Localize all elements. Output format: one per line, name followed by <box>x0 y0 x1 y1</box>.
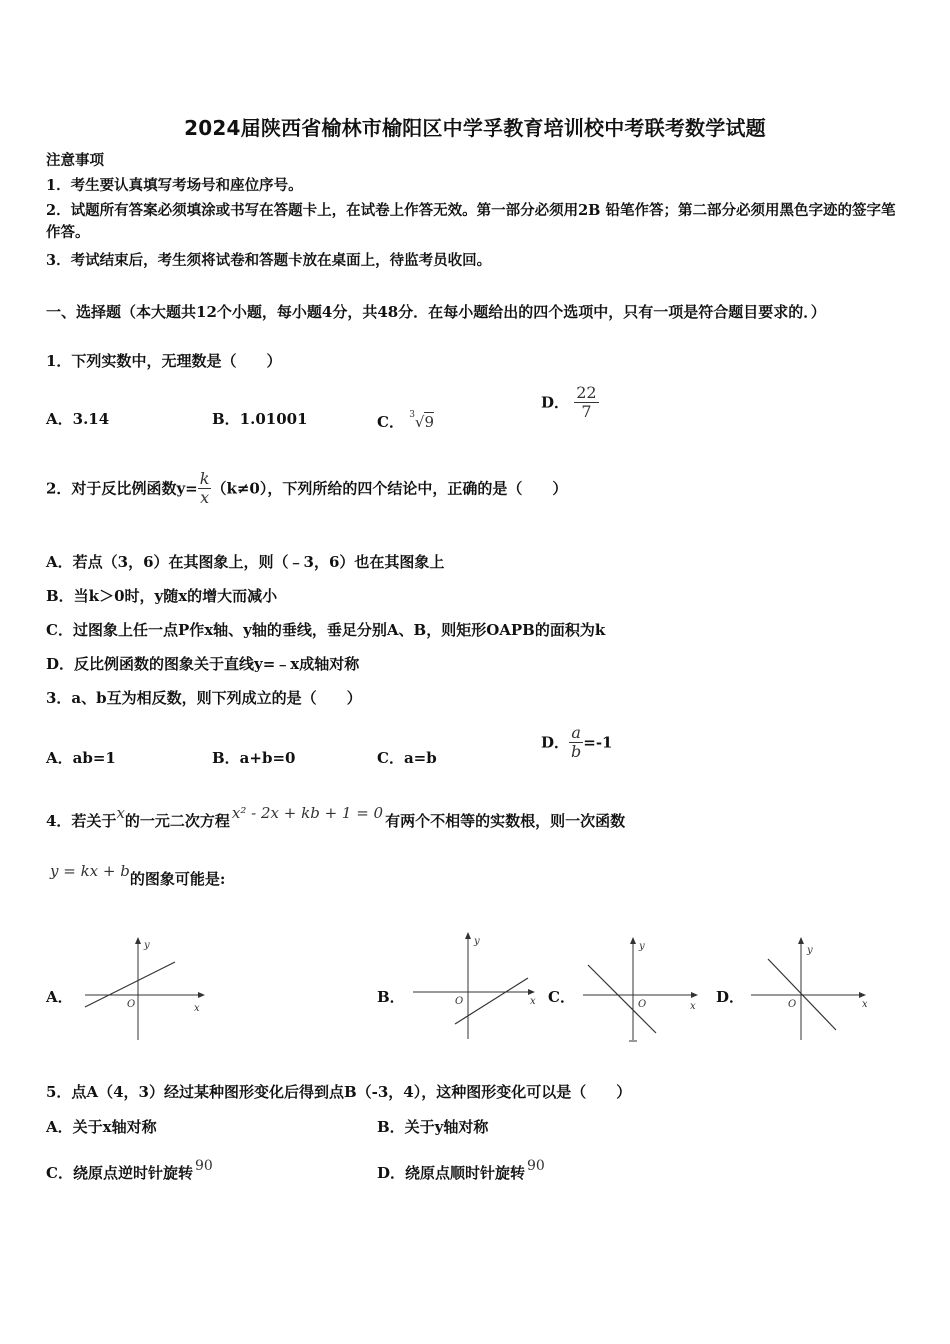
q4-option-d-label: D． <box>716 988 745 1006</box>
y-label: y <box>807 945 813 956</box>
q3-option-b: B．a+b=0 <box>212 749 296 767</box>
q4-stem-pre: 4．若关于 <box>46 812 117 830</box>
q3-option-d-label: D． <box>541 733 570 752</box>
q5-stem: 5．点A（4，3）经过某种图形变化后得到点B（-3，4），这种图形变化可以是（ ） <box>46 1083 632 1101</box>
radicand: 9 <box>424 413 435 431</box>
y-axis-arrow <box>798 937 804 944</box>
q4-graph-b <box>410 932 545 1042</box>
q4-graph-a <box>80 935 210 1045</box>
q5-option-c <box>46 1158 213 1185</box>
q4-func-post: 的图象可能是: <box>129 870 226 888</box>
x-axis-arrow <box>859 992 866 998</box>
q2-stem-post: （k≠0），下列所给的四个结论中，正确的是（ ） <box>211 479 568 498</box>
q5-option-d <box>377 1158 545 1185</box>
q4-equation: x² - 2x + kb + 1 = 0 <box>231 804 384 822</box>
x-axis-arrow <box>198 992 205 998</box>
q5-option-a: A．关于x轴对称 <box>46 1118 157 1136</box>
function-line <box>455 978 528 1024</box>
q4-function: y = kx + b <box>50 862 130 880</box>
denominator: x <box>200 488 210 507</box>
q4-var: x <box>116 804 125 822</box>
q4-func-line <box>46 862 226 890</box>
q1-option-a: A．3.14 <box>46 410 110 428</box>
q5-option-d-text: D．绕原点顺时针旋转 <box>377 1164 526 1182</box>
origin-label: O <box>638 999 647 1010</box>
q3-option-d <box>541 724 613 761</box>
q4-graph-d <box>748 935 873 1047</box>
q3-option-a: A．ab=1 <box>46 749 116 767</box>
q3-option-c: C．a=b <box>377 749 437 767</box>
q3-fraction <box>569 724 583 761</box>
page-title: 2024届陕西省榆林市榆阳区中学孚教育培训校中考联考数学试题 <box>184 116 766 140</box>
q4-graph-c <box>578 935 703 1047</box>
q1-option-c-label: C． <box>377 413 404 431</box>
numerator: k <box>199 469 210 488</box>
q2-stem <box>46 470 567 507</box>
x-axis-arrow <box>691 992 698 998</box>
q2-option-b: B．当k＞0时，y随x的增大而减小 <box>46 587 278 605</box>
x-label: x <box>194 1003 200 1014</box>
q4-option-c-label: C． <box>548 988 575 1006</box>
q5-option-c-degree: 90 <box>194 1158 213 1174</box>
q1-option-d <box>541 384 599 421</box>
notice-item-2: 2．试题所有答案必须填涂或书写在答题卡上，在试卷上作答无效。第一部分必须用2B 铅笔作答；第二部分必须用黑色字迹的签字笔作答。 <box>46 202 896 241</box>
q2-option-d: D．反比例函数的图象关于直线y=﹣x成轴对称 <box>46 655 360 673</box>
q2-fraction <box>198 470 212 507</box>
notice-item-1: 1．考生要认真填写考场号和座位序号。 <box>46 177 303 194</box>
root-index: 3 <box>409 410 415 420</box>
q1-option-d-label: D． <box>541 393 570 412</box>
q4-option-a-label: A． <box>46 988 73 1006</box>
section-heading: 一、选择题（本大题共12个小题，每小题4分，共48分．在每小题给出的四个选项中，只有一项是符合题目要求的．） <box>46 303 826 321</box>
origin-label: O <box>788 999 797 1010</box>
y-label: y <box>144 940 150 951</box>
q1-cube-root: $^3$√9 <box>409 410 435 431</box>
q5-option-d-degree: 90 <box>527 1158 545 1174</box>
q1-stem: 1．下列实数中，无理数是（ ） <box>46 352 282 370</box>
x-axis-arrow <box>528 989 535 995</box>
q2-option-a: A．若点（3，6）在其图象上，则（﹣3，6）也在其图象上 <box>46 553 445 571</box>
q1-option-c <box>377 408 434 433</box>
numerator: a <box>571 723 581 742</box>
q4-option-b-label: B． <box>377 988 405 1006</box>
origin-label: O <box>455 996 464 1007</box>
q1-option-b: B．1.01001 <box>212 410 308 428</box>
q3-option-d-post: =-1 <box>583 733 613 752</box>
denominator: 7 <box>581 402 592 421</box>
q4-stem-post: 有两个不相等的实数根，则一次函数 <box>385 812 626 830</box>
q2-option-c: C．过图象上任一点P作x轴、y轴的垂线，垂足分别A、B，则矩形OAPB的面积为k <box>46 621 606 639</box>
q3-stem: 3．a、b互为相反数，则下列成立的是（ ） <box>46 689 362 707</box>
notice-item-3: 3．考试结束后，考生须将试卷和答题卡放在桌面上，待监考员收回。 <box>46 252 492 269</box>
q5-option-b: B．关于y轴对称 <box>377 1118 489 1136</box>
x-label: x <box>862 999 868 1010</box>
y-label: y <box>639 941 645 952</box>
denominator: b <box>571 742 582 761</box>
y-axis-arrow <box>630 937 636 944</box>
q1-fraction <box>574 384 598 421</box>
x-label: x <box>530 996 536 1007</box>
q4-stem-mid: 的一元二次方程 <box>124 812 230 830</box>
notice-heading: 注意事项 <box>46 152 104 169</box>
q2-stem-pre: 2．对于反比例函数y= <box>46 479 198 498</box>
numerator: 22 <box>576 383 597 402</box>
y-axis-arrow <box>465 932 471 939</box>
origin-label: O <box>127 999 136 1010</box>
y-label: y <box>474 936 480 947</box>
x-label: x <box>690 1001 696 1012</box>
q4-stem <box>46 804 626 832</box>
q5-option-c-text: C．绕原点逆时针旋转 <box>46 1164 193 1182</box>
y-axis-arrow <box>135 937 141 944</box>
